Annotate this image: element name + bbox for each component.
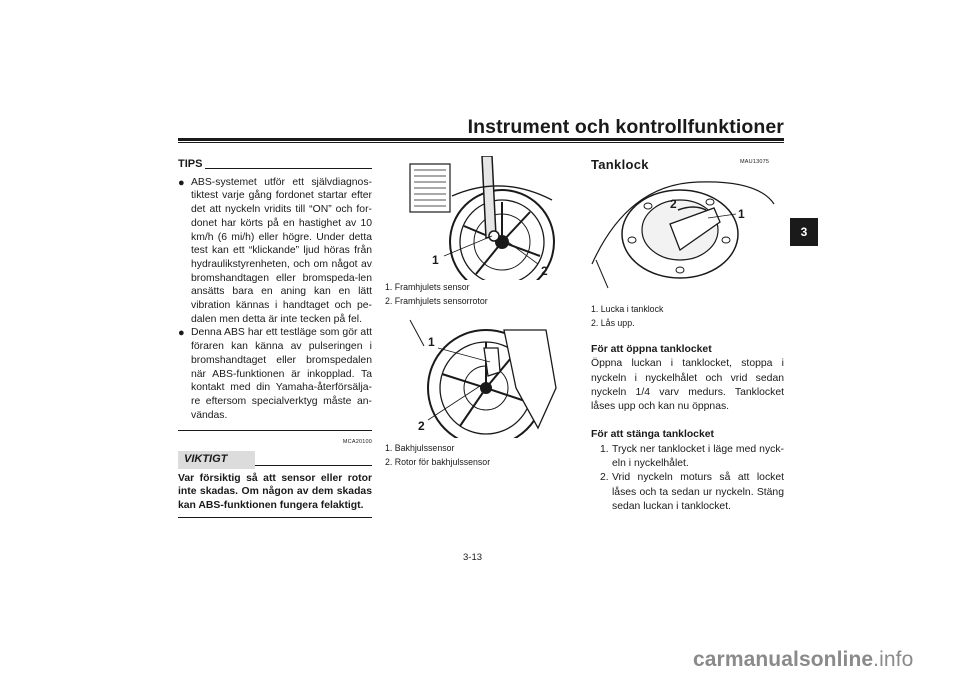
notice-text: Var försiktig så att sensor eller rotor inte skadas. Om någon av dem skadas kan ABS-funktionen fungera felaktigt. xyxy=(178,472,372,512)
exhaust-muffler xyxy=(504,330,556,428)
callout-2: 2 xyxy=(670,197,677,211)
rear-wheel-figure xyxy=(388,318,560,438)
close-step-2 xyxy=(591,471,784,514)
step-text: Tryck ner tanklocket i läge med nyck-eln i nyckelhålet. xyxy=(612,443,784,470)
caption-line: 2. Framhjulets sensorrotor xyxy=(385,295,488,306)
close-heading: För att stänga tanklocket xyxy=(591,429,714,441)
caption-line: 1. Bakhjulssensor xyxy=(385,443,455,453)
notice-code: MCA20100 xyxy=(342,439,372,446)
watermark-domain: carmanualsonline xyxy=(693,648,874,671)
open-text: Öppna luckan i tanklocket, stoppa i nyckeln i nyckelhålet och vrid sedan nyckeln 1/4 varv medurs. Tanklocket låses upp och kan nu öppnas. xyxy=(591,358,784,413)
section-title: Tanklock xyxy=(591,157,649,172)
spacer xyxy=(591,414,784,428)
front-figure-caption xyxy=(385,281,488,308)
step-number: 1. xyxy=(600,443,609,455)
header-rule xyxy=(178,138,784,141)
fuel-cap-figure xyxy=(588,178,784,296)
fuel-cap-caption xyxy=(591,303,663,330)
tips-bullet-text: ABS-systemet utför ett självdiagnos-tiktest varje gång fordonet startar efter det att nyckeln vridits till “ON” och for-donet har körts på en hastighet av 10 km/h (6 mi/h) eller högre. Under detta test kan ett “klickande” ljud höras från hydraulikstyrenheten, och om något av bromshandtagen eller bromspeda-len ansätts bara en aning kan en lätt vibration kännas i handtaget och pe-dalen men detta är inte tecken på fel. xyxy=(191,176,372,325)
caption-line: 1. Lucka i tanklock xyxy=(591,304,664,314)
page-title: Instrument och kontrollfunktioner xyxy=(467,116,784,138)
callout-1: 1 xyxy=(738,207,745,221)
tips-rule xyxy=(205,168,372,169)
rear-figure-caption xyxy=(385,442,490,469)
section-code: MAU13075 xyxy=(740,159,770,165)
section-rule xyxy=(178,430,372,431)
step-number: 2. xyxy=(600,472,609,484)
watermark-tld: .info xyxy=(873,648,914,671)
caption-line: 2. Lås upp. xyxy=(591,317,635,328)
front-fork xyxy=(482,156,496,238)
notice-end-rule xyxy=(178,517,372,518)
callout-1: 1 xyxy=(432,253,439,267)
caption-line: 2. Rotor för bakhjulssensor xyxy=(385,456,491,467)
watermark xyxy=(693,648,913,672)
callout-1: 1 xyxy=(428,335,435,349)
close-step-1 xyxy=(591,443,784,472)
bullet-icon: ● xyxy=(178,176,185,189)
tips-list xyxy=(178,176,372,423)
bullet-icon: ● xyxy=(178,327,185,340)
tips-column xyxy=(178,158,372,518)
callout-2: 2 xyxy=(541,264,548,278)
tips-header xyxy=(178,158,372,172)
fuel-cap-text xyxy=(591,343,784,514)
callout-line-1 xyxy=(444,236,492,256)
caption-line: 1. Framhjulets sensor xyxy=(385,282,470,292)
front-wheel-spokes xyxy=(464,202,540,274)
front-wheel-figure xyxy=(390,156,560,280)
callout-line-2 xyxy=(428,386,480,420)
notice-label: VIKTIGT xyxy=(178,451,255,469)
callout-2: 2 xyxy=(418,419,425,433)
front-fender xyxy=(452,186,552,200)
tips-bullet-2 xyxy=(178,326,372,422)
step-text: Vrid nyckeln moturs så att locket låses och ta sedan ur nyckeln. Stäng sedan luckan i tanklocket. xyxy=(612,472,784,512)
tips-bullet-1 xyxy=(178,176,372,327)
chapter-tab: 3 xyxy=(790,218,818,246)
open-heading: För att öppna tanklocket xyxy=(591,344,712,355)
tips-label: TIPS xyxy=(178,158,203,170)
tips-bullet-text: Denna ABS har ett testläge som gör att föraren kan känna av pulseringen i bromshandtaget eller bromspedalen när ABS-funktionen är inkopplad. Ta kontakt med din Yamaha-återförsälja-re eftersom specialverktyg måste an-vändas. xyxy=(191,327,372,421)
close-steps xyxy=(591,443,784,514)
header-rule-thin xyxy=(178,142,784,143)
callout-line-lower xyxy=(596,260,608,288)
page-number: 3-13 xyxy=(463,552,483,563)
callout-line-1 xyxy=(438,348,490,362)
notice-rule xyxy=(255,465,372,466)
frame-line xyxy=(410,320,424,346)
notice-header xyxy=(178,451,372,469)
front-sensor xyxy=(489,231,499,241)
